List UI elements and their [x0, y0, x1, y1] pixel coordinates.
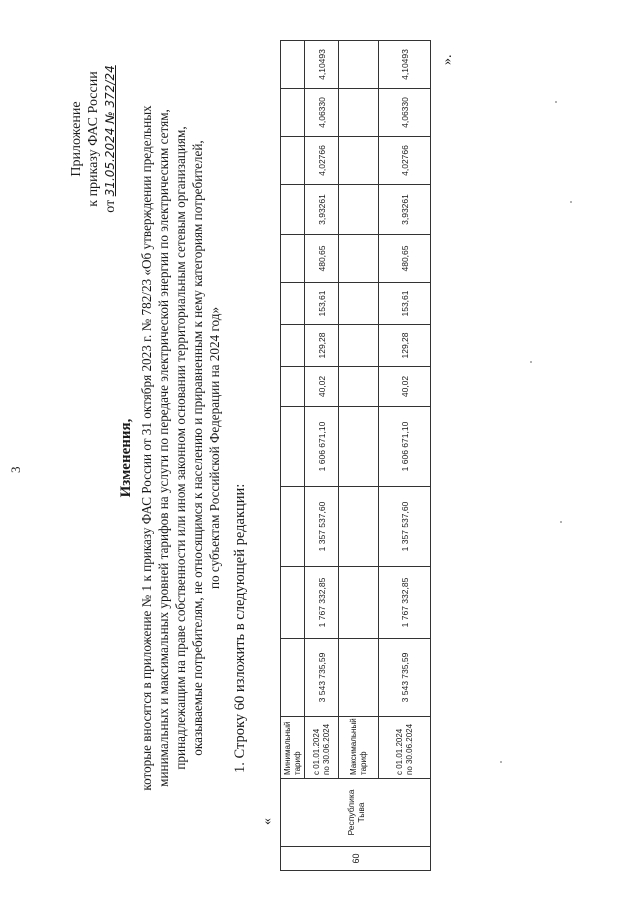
document-heading: Изменения,: [118, 418, 134, 498]
subtitle-line: минимальных и максимальных уровней тарифов на услуги по передаче электрической энергии по электрическим сетям,: [156, 109, 171, 787]
value-cell: 1 606 671,10: [379, 407, 431, 487]
scan-speck: [560, 521, 562, 523]
value-cell: 4,10493: [379, 41, 431, 89]
table-cell: [339, 41, 379, 89]
period-cell: с 01.01.2024 по 30.06.2024: [305, 717, 339, 779]
quote-close: ».: [440, 54, 455, 65]
table-cell: [281, 367, 305, 407]
table-cell: [281, 185, 305, 235]
row-number-cell: 60: [281, 847, 431, 871]
table-row: [281, 41, 305, 871]
appendix-date-prefix: от: [103, 199, 118, 213]
table-cell: [281, 487, 305, 567]
subtitle-line: по субъектам Российской Федерации на 2024 год»: [207, 306, 222, 590]
scan-speck: [570, 201, 572, 203]
scan-speck: [500, 761, 502, 763]
table-cell: [281, 639, 305, 717]
table-cell: [339, 567, 379, 639]
value-cell: 129,28: [379, 325, 431, 367]
table-cell: [281, 407, 305, 487]
subtitle-line: принадлежащим на праве собственности или ином законном основании территориальным сетевым организациям,: [173, 126, 188, 770]
value-cell: 480,65: [379, 235, 431, 283]
value-cell: 4,02766: [379, 137, 431, 185]
table-row: [379, 41, 431, 871]
quote-open: «: [260, 818, 275, 825]
value-cell: 1 767 332,85: [305, 567, 339, 639]
table-cell: [339, 283, 379, 325]
table-cell: [281, 283, 305, 325]
value-cell: 1 357 537,60: [305, 487, 339, 567]
table-cell: [281, 567, 305, 639]
tariff-type-cell: Максимальный тариф: [339, 717, 379, 779]
value-cell: 1 357 537,60: [379, 487, 431, 567]
table-cell: [339, 487, 379, 567]
value-cell: 4,06330: [379, 89, 431, 137]
value-cell: 3 543 735,59: [379, 639, 431, 717]
table-cell: [281, 41, 305, 89]
subtitle-line: которые вносятся в приложение № 1 к приказу ФАС России от 31 октября 2023 г. № 782/23 «Об утверждении предельных: [139, 105, 154, 791]
value-cell: 4,06330: [305, 89, 339, 137]
value-cell: 129,28: [305, 325, 339, 367]
table-cell: [339, 235, 379, 283]
value-cell: 1 606 671,10: [305, 407, 339, 487]
document-subtitle: [138, 83, 223, 813]
appendix-date-line: [102, 24, 119, 254]
table-cell: [281, 89, 305, 137]
tariff-table: [280, 40, 431, 871]
instruction-text: 1. Строку 60 изложить в следующей редакции:: [232, 483, 248, 773]
appendix-order-ref: к приказу ФАС России: [86, 71, 101, 207]
appendix-title: Приложение: [69, 101, 84, 177]
value-cell: 480,65: [305, 235, 339, 283]
value-cell: 3,93261: [379, 185, 431, 235]
value-cell: 40,02: [379, 367, 431, 407]
value-cell: 153,61: [305, 283, 339, 325]
value-cell: 3,93261: [305, 185, 339, 235]
value-cell: 3 543 735,59: [305, 639, 339, 717]
table-cell: [281, 137, 305, 185]
table-row: [305, 41, 339, 871]
value-cell: 4,10493: [305, 41, 339, 89]
table-cell: [339, 407, 379, 487]
handwritten-date-number: 31.05.2024 № 372/24: [103, 65, 117, 197]
value-cell: 40,02: [305, 367, 339, 407]
scan-speck: [555, 101, 557, 103]
table-cell: [339, 89, 379, 137]
table-cell: [339, 137, 379, 185]
scan-speck: [530, 361, 532, 363]
value-cell: 153,61: [379, 283, 431, 325]
table-row: [339, 41, 379, 871]
period-cell: с 01.01.2024 по 30.06.2024: [379, 717, 431, 779]
appendix-block: [68, 24, 119, 254]
table-cell: [339, 325, 379, 367]
table-cell: [339, 185, 379, 235]
table-cell: [281, 235, 305, 283]
value-cell: 4,02766: [305, 137, 339, 185]
tariff-type-cell: Минимальный тариф: [281, 717, 305, 779]
page-number: 3: [8, 466, 23, 473]
table-cell: [339, 367, 379, 407]
subtitle-line: оказываемые потребителям, не относящимся к населению и приравненным к нему категориям потребителей,: [190, 140, 205, 756]
table-cell: [281, 325, 305, 367]
region-cell: Республика Тыва: [281, 779, 431, 847]
value-cell: 1 767 332,85: [379, 567, 431, 639]
table-cell: [339, 639, 379, 717]
